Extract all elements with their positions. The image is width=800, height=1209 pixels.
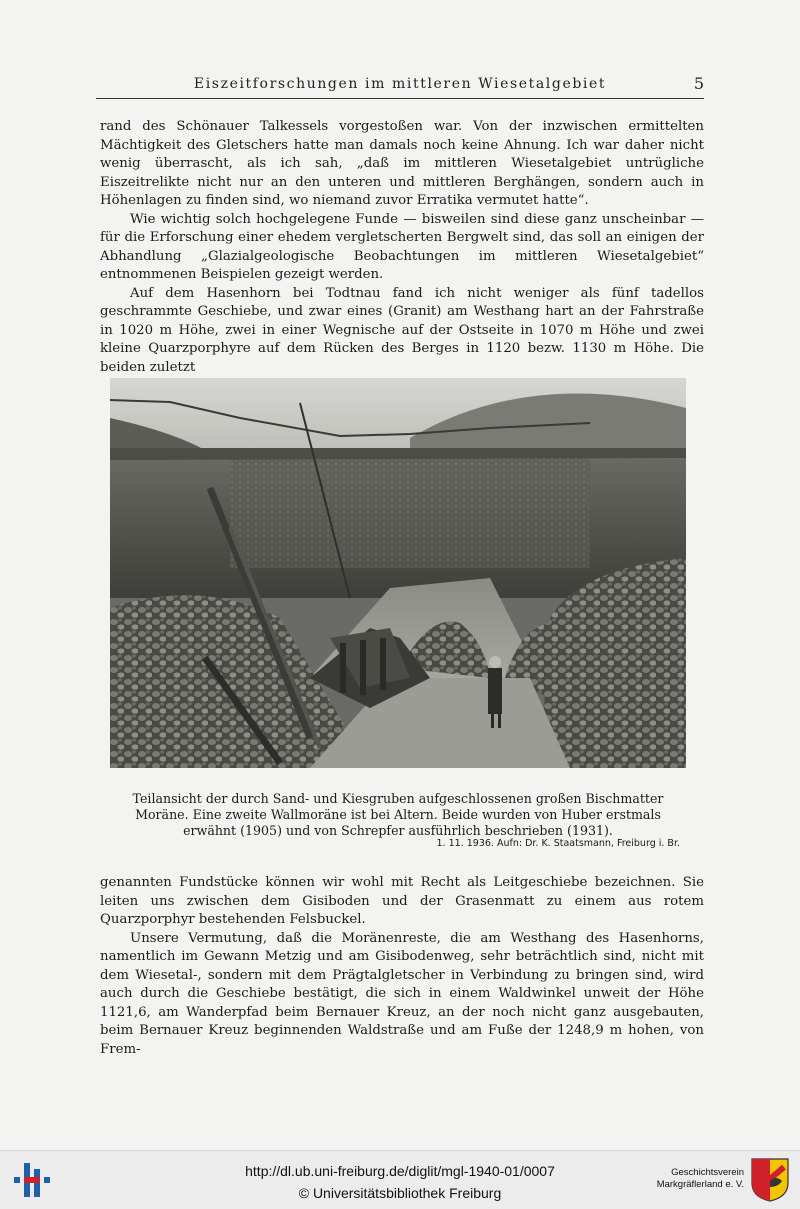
paragraph: Auf dem Hasenhorn bei Todtnau fand ich nicht weniger als fünf tadellos geschrammte Geschiebe, und zwar eines (Granit) am Westhang hart an der Fahrstraße in 1020 m Höhe, zwei in einer Wegnische auf der Ostseite in 1070 m Höhe und zwei kleine Quarzporphyre auf dem Rücken des Berges in 1120 bezw. 1130 m Höhe. Die beiden zuletzt bbox=[100, 285, 704, 375]
photo-credit: 1. 11. 1936. Aufn: Dr. K. Staatsmann, Freiburg i. Br. bbox=[436, 838, 680, 849]
paragraph: rand des Schönauer Talkessels vorgestoßen war. Von der inzwischen ermittelten Mächtigkeit des Gletschers hatte man damals noch keine Ahnung. Ich war daher nicht wenig überrascht, als ich sah, „daß im mittleren Wiesetalgebiet untrügliche Eiszeitrelikte nicht nur an den unteren und mittleren Berghängen, sondern auch in Höhenlagen zu finden sind, wo niemand zuvor Erratika vermutet hatte“. bbox=[100, 119, 704, 208]
moraine-photograph bbox=[110, 378, 686, 768]
viewer-footer bbox=[0, 1150, 800, 1209]
society-name bbox=[644, 1167, 744, 1191]
running-head bbox=[96, 76, 704, 99]
text-block-bottom bbox=[100, 874, 704, 1059]
photo-caption: Teilansicht der durch Sand- und Kiesgruben aufgeschlossenen großen Bischmatter Moräne. Eine zweite Wallmoräne ist bei Altern. Beide wurden von Huber erstmals erwähnt (1905) und von Schrepfer ausführlich beschrieben (1931). bbox=[132, 791, 664, 838]
paragraph: genannten Fundstücke können wir wohl mit Recht als Leitgeschiebe bezeichnen. Sie leiten uns zwischen dem Gisiboden und der Grasenmatt zu einem aus rotem Quarzporphyr bestehenden Felsbuckel. bbox=[100, 875, 704, 927]
moraine-photo-illustration bbox=[110, 378, 686, 768]
document-url[interactable]: http://dl.ub.uni-freiburg.de/diglit/mgl-1940-01/0007 bbox=[245, 1163, 555, 1179]
society-name-line2: Markgräflerland e. V. bbox=[656, 1179, 744, 1190]
paragraph: Unsere Vermutung, daß die Moränenreste, die am Westhang des Hasenhorns, namentlich im Gewann Metzig und am Gisibodenweg, sehr beträchtlich sind, nicht mit dem Wiesetal-, sondern mit dem Prägtalgletscher in Verbindung zu bringen sind, wird auch durch die Geschiebe bestätigt, die sich in einem Waldwinkel unweit der Höhe 1121,6, am Wanderpfad beim Bernauer Kreuz, an der noch nicht ganz ausgebauten, beim Bernauer Kreuz beginnenden Waldstraße und am Fuße der 1248,9 m hohen, von Frem- bbox=[100, 930, 704, 1057]
paragraph: Wie wichtig solch hochgelegene Funde — bisweilen sind diese ganz unscheinbar — für die Erforschung einer ehedem vergletscherten Bergwelt sind, das soll an einigen der Abhandlung „Glazialgeologische Beobachtungen im mittleren Wiesetalgebiet“ entnommenen Beispielen gezeigt werden. bbox=[100, 211, 704, 282]
text-block-top bbox=[100, 118, 704, 377]
society-name-line1: Geschichtsverein bbox=[671, 1167, 744, 1178]
page-number: 5 bbox=[693, 74, 704, 93]
society-crest-icon[interactable] bbox=[750, 1157, 790, 1203]
running-title: Eiszeitforschungen im mittleren Wiesetalgebiet bbox=[193, 76, 607, 92]
copyright-notice: © Universitätsbibliothek Freiburg bbox=[298, 1185, 502, 1201]
